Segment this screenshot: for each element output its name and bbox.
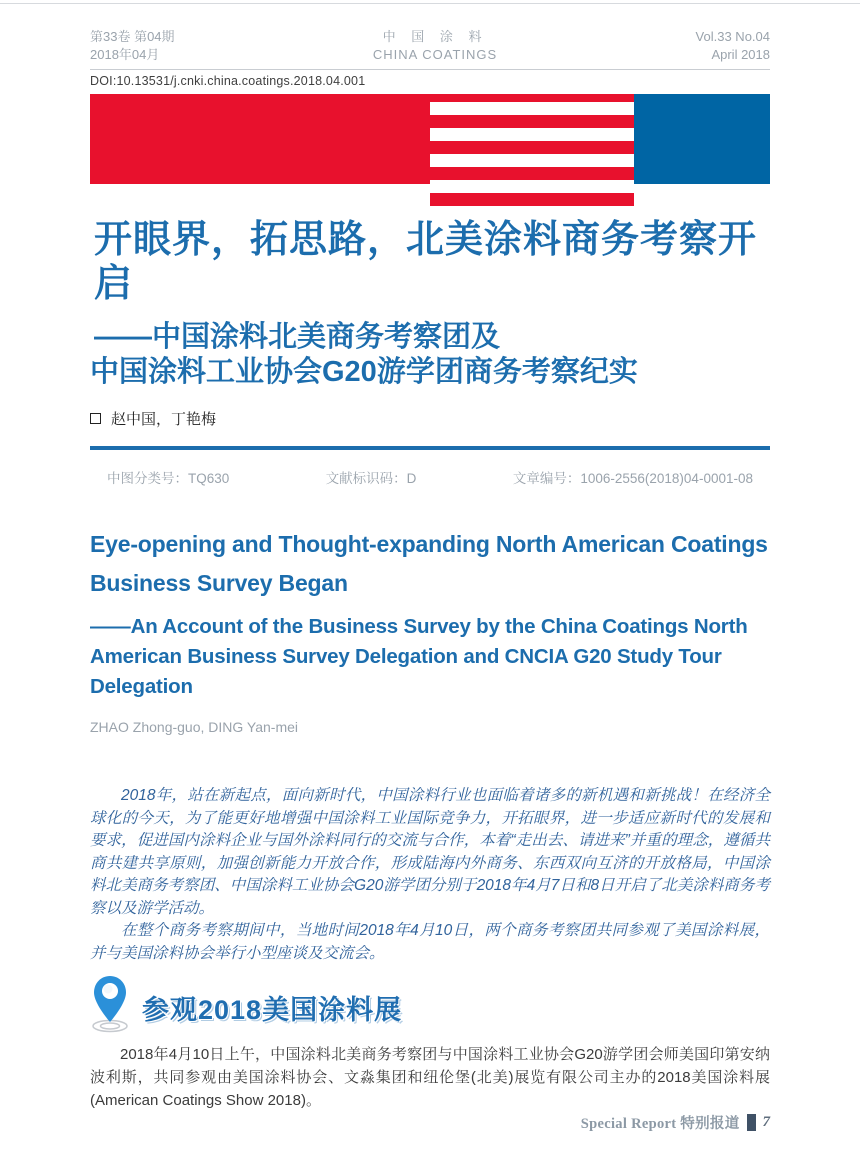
section-heading-text: 参观2018美国涂料展: [142, 995, 403, 1025]
flag-red-block: [90, 94, 430, 184]
authors-en-text: ZHAO Zhong-guo, DING Yan-mei: [90, 719, 299, 735]
flag-stripes-pattern: [430, 102, 634, 219]
volume-issue-cn: 第33卷 第04期: [90, 29, 175, 44]
journal-name-cn: 中 国 涂 料: [382, 29, 488, 44]
intro-section: [90, 785, 770, 965]
header-divider: [90, 69, 770, 70]
intro-paragraph-2: 在整个商务考察期间中，当地时间2018年4月10日，两个商务考察团共同参观了美国涂料展，并与美国涂料协会举行小型座谈及交流会。: [90, 922, 770, 962]
map-pin-icon: [90, 975, 132, 1033]
author-square-bullet-icon: [90, 413, 101, 424]
page-footer: [90, 1112, 770, 1133]
section-paragraph-1: 2018年4月10日上午，中国涂料北美商务考察团与中国涂料工业协会G20游学团会师美国印第安纳波利斯，共同参观由美国涂料协会、文淼集团和纽伦堡(北美)展览有限公司主办的2018美国涂料展(American Coatings Show 2018)。: [90, 1046, 770, 1109]
intro-paragraph-1: 2018年，站在新起点，面向新时代，中国涂料行业也面临着诸多的新机遇和新挑战！在经济全球化的今天，为了能更好地增强中国涂料工业国际竞争力，开拓眼界，进一步适应新时代的发展和要求，促进国内涂料企业与国外涂料同行的交流与合作，本着“走出去、请进来”并重的理念，遵循共商共建共享原则，加强创新能力开放合作，形成陆海内外商务、东西双向互济的开放格局，中国涂料北美商务考察团、中国涂料工业协会G20游学团分别于2018年4月7日和8日开启了北美涂料商务考察以及游学活动。: [90, 787, 770, 917]
authors-cn-row: [90, 408, 770, 429]
meta-document-code: 文献标识码：D: [325, 471, 417, 486]
header-volume-issue-en: [696, 28, 770, 64]
header-volume-issue: [90, 28, 175, 64]
footer-section-label: Special Report 特别报道: [580, 1116, 740, 1132]
flag-stripes-block: [430, 94, 634, 184]
top-hairline: [0, 3, 860, 4]
date-en: April 2018: [711, 47, 770, 62]
title-en-subtitle: ——An Account of the Business Survey by the China Coatings North American Business Survey Delegation and CNCIA G20 Study Tour Delegation: [90, 615, 748, 698]
section-heading-row: [90, 975, 770, 1033]
title-cn-line2: ——中国涂料北美商务考察团及: [94, 320, 501, 353]
title-en-main: Eye-opening and Thought-expanding North American Coatings Business Survey Began: [90, 531, 768, 596]
article-title-cn: [90, 218, 770, 390]
date-cn: 2018年04月: [90, 47, 160, 62]
meta-clc-number: 中图分类号：TQ630: [107, 471, 230, 486]
footer-page-number: 7: [762, 1114, 770, 1130]
article-title-en: [90, 525, 770, 702]
footer-page-marker-bar: [747, 1114, 756, 1131]
banner-flag-graphic: [90, 94, 770, 184]
section-body: [90, 1043, 770, 1112]
meta-article-id: 文章编号：1006-2556(2018)04-0001-08: [512, 471, 753, 486]
journal-name-en: CHINA COATINGS: [372, 47, 498, 62]
title-cn-line1: 开眼界，拓思路，北美涂料商务考察开启: [94, 218, 758, 305]
header-journal-name: [373, 28, 497, 64]
authors-cn-text: 赵中国，丁艳梅: [111, 410, 217, 428]
title-cn-line3: 中国涂料工业协会G20游学团商务考察纪实: [90, 355, 638, 388]
flag-blue-block: [634, 94, 770, 184]
article-meta-row: [90, 450, 770, 487]
doi-text: DOI:10.13531/j.cnki.china.coatings.2018.04.001: [90, 73, 366, 88]
volume-issue-en: Vol.33 No.04: [695, 29, 770, 44]
journal-header: [90, 28, 770, 64]
